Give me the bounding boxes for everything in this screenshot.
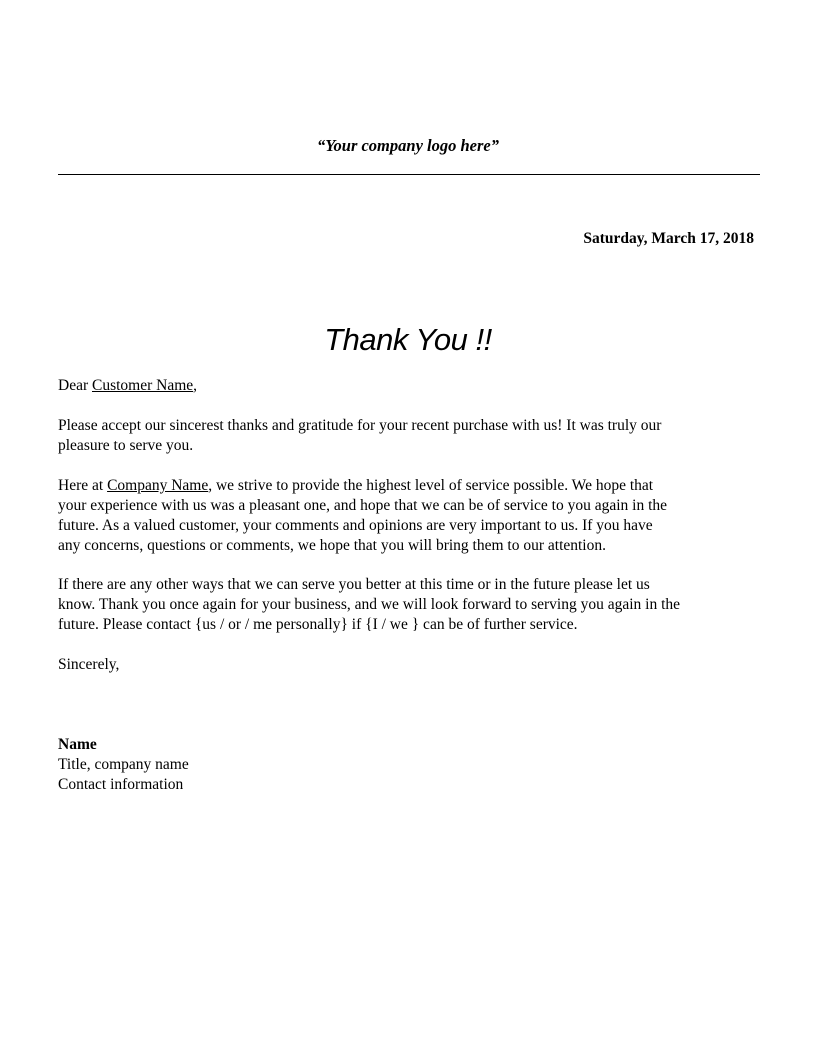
paragraph-service-prefix: Here at — [58, 477, 108, 494]
closing — [58, 655, 758, 675]
paragraph-service-line-1 — [58, 476, 758, 496]
signature-title-company: Title, company name — [58, 756, 189, 773]
paragraph-contact-line-1: If there are any other ways that we can serve you better at this time or in the future please let us — [58, 576, 650, 593]
paragraph-contact-line-2: know. Thank you once again for your business, and we will look forward to serving you again in the — [58, 596, 681, 613]
company-name-field: Company Name — [107, 477, 209, 494]
paragraph-contact-line-3: future. Please contact {us / or / me personally} if {I / we } can be of further service. — [58, 616, 578, 633]
signature-block — [58, 735, 758, 795]
paragraph-service-line-3: future. As a valued customer, your comments and opinions are very important to us. If you have — [58, 517, 653, 534]
paragraph-thanks-line-1: Please accept our sincerest thanks and gratitude for your recent purchase with us! It was truly our — [58, 417, 662, 434]
paragraph-thanks — [58, 416, 758, 456]
signature-name: Name — [58, 736, 97, 753]
closing-text: Sincerely, — [58, 656, 120, 673]
paragraph-service-line-4: any concerns, questions or comments, we hope that you will bring them to our attention. — [58, 537, 606, 554]
company-logo-placeholder: “Your company logo here” — [317, 136, 499, 155]
header-divider — [58, 174, 760, 175]
salutation-line — [58, 376, 758, 396]
signature-contact: Contact information — [58, 776, 184, 793]
paragraph-service — [58, 476, 758, 556]
letter-title: Thank You !! — [324, 322, 492, 357]
paragraph-service-line-2: your experience with us was a pleasant one, and hope that we can be of service to you again in the — [58, 497, 668, 514]
paragraph-service-suffix: , we strive to provide the highest level of service possible. We hope that — [208, 477, 654, 494]
paragraph-contact — [58, 575, 758, 635]
salutation-suffix: , — [193, 377, 198, 394]
salutation — [58, 376, 758, 396]
salutation-prefix: Dear — [58, 377, 92, 394]
letter-date: Saturday, March 17, 2018 — [583, 230, 754, 247]
customer-name-field: Customer Name — [92, 377, 194, 394]
paragraph-thanks-line-2: pleasure to serve you. — [58, 437, 194, 454]
